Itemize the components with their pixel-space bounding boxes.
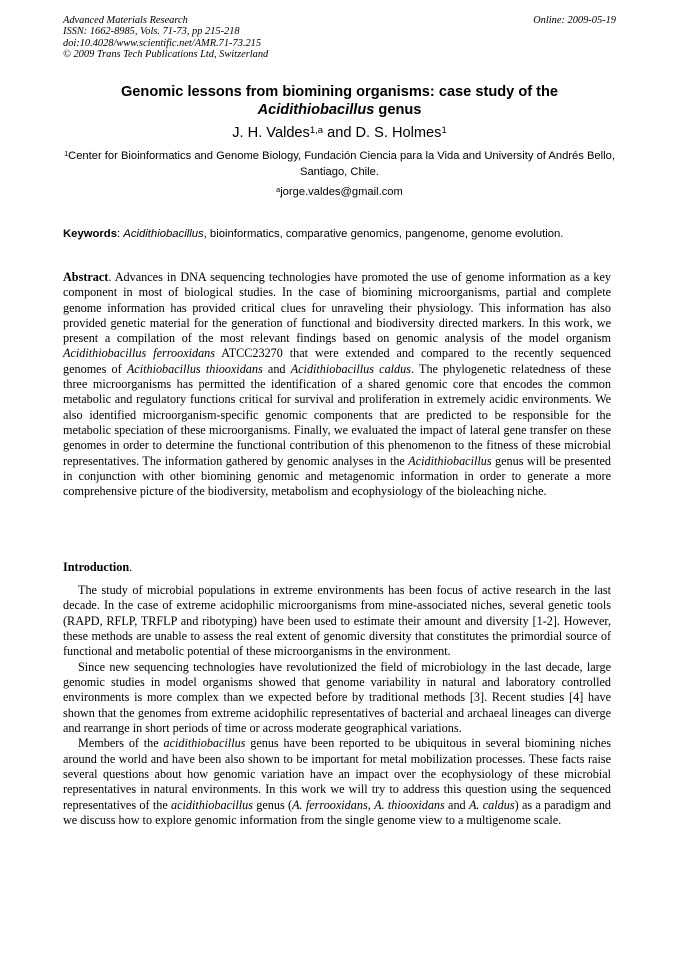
- abstract-species-3: Acidithiobacillus caldus: [290, 361, 411, 376]
- title-genus-suffix: genus: [374, 102, 422, 118]
- online-date: Online: 2009-05-19: [533, 15, 616, 26]
- abstract-species-4: Acidithiobacillus: [408, 453, 492, 468]
- introduction-heading-punct: .: [129, 560, 133, 574]
- email-address: jorge.valdes@gmail.com: [280, 186, 403, 198]
- keywords-rest: , bioinformatics, comparative genomics, pangenome, genome evolution.: [203, 228, 564, 240]
- affiliation: [63, 149, 616, 180]
- title-genus: Acidithiobacillus: [257, 102, 375, 118]
- author-holmes-affiliation: 1: [441, 124, 447, 136]
- intro-p3-text-c: genus (: [252, 797, 293, 812]
- keywords-section: [63, 227, 611, 241]
- affiliation-text: Center for Bioinformatics and Genome Biology, Fundación Ciencia para la Vida and University of Andrés Bello, Santiago, Chile.: [68, 150, 615, 178]
- email-marker: a: [276, 184, 281, 194]
- abstract-section: [63, 270, 611, 499]
- introduction-heading: [63, 560, 132, 575]
- affiliation-marker: 1: [64, 148, 69, 158]
- abstract-label: Abstract: [63, 270, 109, 284]
- introduction-heading-text: Introduction: [63, 560, 130, 574]
- keywords-label: Keywords: [63, 228, 117, 240]
- abstract-text-4: . The phylogenetic relatedness of these three microorganisms has permitted the identification of a shared genomic core that encodes the common metabolic and regulatory functions critical for survival and proliferation in extremely acidic environments. We also identified microorganism-specific genomic components that are predicted to be responsible for the metabolic speciation of these microorganisms. Finally, we evaluated the impact of lateral gene transfer on these genomes in order to determine the functional contribution of this phenomenon to the fitness of these microbial representatives. The information gathered by genomic analyses in the: [63, 361, 611, 468]
- abstract-species-2: Acithiobacillus thiooxidans: [126, 361, 263, 376]
- intro-p3-text-f: ) as a paradigm and we discuss how to explore genomic information from the single genome view to a multigenome scale.: [63, 797, 612, 828]
- title-line-1: Genomic lessons from biomining organisms: case study of the: [120, 84, 559, 100]
- abstract-text-5: genus will be presented in conjunction with other biomining genomic and metagenomic information in order to generate a more comprehensive picture of the biodiversity, metabolism and ecophysiology of the bioleaching niche.: [63, 453, 612, 499]
- journal-name: Advanced Materials Research: [63, 15, 188, 26]
- author-list: [63, 124, 616, 142]
- abstract-text-1: . Advances in DNA sequencing technologies have promoted the use of genome information as a key component in most of biological studies. In the case of biomining microorganisms, partial and complete genome information has provided critical clues for unraveling their physiology. This information has also provided genetic material for the generation of functional and biodiversity directed markers. In this work, we present a compilation of the most relevant findings based on genomic analysis of the model organism: [63, 270, 611, 346]
- intro-p3-text-d: ,: [367, 797, 375, 812]
- abstract-text-2: ATCC23270 that were extended and compared to the recently sequenced genomes of: [63, 346, 611, 376]
- author-valdes: J. H. Valdes: [232, 125, 310, 141]
- issn-line: ISSN: 1662-8985, Vols. 71-73, pp 215-218: [63, 26, 240, 38]
- journal-header: [63, 15, 616, 61]
- intro-p3-genus-2: acidithiobacillus: [171, 797, 253, 812]
- intro-paragraph-3: [63, 736, 611, 828]
- abstract-text-3: and: [262, 361, 291, 376]
- intro-p3-species-3: A. caldus: [468, 797, 515, 812]
- introduction-body: [63, 583, 611, 829]
- contact-email: [63, 185, 616, 200]
- abstract-species-1: Acidithiobacillus ferrooxidans: [63, 346, 216, 361]
- intro-p3-text-e: and: [444, 797, 469, 812]
- intro-p3-text-a: Members of the: [78, 736, 164, 751]
- author-conjunction: and: [323, 125, 356, 141]
- copyright-line: © 2009 Trans Tech Publications Ltd, Switzerland: [63, 49, 269, 61]
- intro-p3-species-1: A. ferrooxidans: [292, 797, 368, 812]
- author-holmes: D. S. Holmes: [355, 125, 442, 141]
- doi-line: doi:10.4028/www.scientific.net/AMR.71-73.215: [63, 37, 262, 49]
- intro-paragraph-1: The study of microbial populations in extreme environments has been focus of active research in the last decade. In the case of extreme acidophilic microorganisms from mine-associated niches, several genetic tools (RAPD, RFLP, TRFLP and ribotyping) have been used to estimate their amount and diversity [1-2]. However, these methods are unable to assess the real extent of genomic diversity that constitutes the primordial source of functional and metabolic potential of these microorganisms in the environment.: [63, 583, 611, 659]
- paper-title: [63, 83, 616, 119]
- keywords-separator: :: [117, 228, 124, 240]
- author-valdes-affiliation: 1,a: [309, 124, 324, 136]
- intro-p3-species-2: A. thiooxidans: [374, 797, 445, 812]
- title-line-2: [63, 101, 616, 119]
- intro-paragraph-2: Since new sequencing technologies have revolutionized the field of microbiology in the last decade, large genomic studies in model organisms showed that genome variability in natural and laboratory controlled environments is more complex than we expected before by traditional methods [3]. Recent studies [4] have shown that the genomes from extreme acidophilic representatives of bacterial and archaeal lineages can diverge and rearrange in short periods of time or across moderate geographical variations.: [63, 659, 611, 736]
- keyword-genus: Acidithiobacillus: [123, 228, 204, 240]
- intro-p3-genus: acidithiobacillus: [163, 736, 246, 751]
- intro-p3-text-b: genus have been reported to be ubiquitous in several biomining niches around the world and have been also shown to be important for metal mobilization processes. These facts raise several questions about how genomic variation have an impact over the ecophysiology of these microbial representatives in natural environments. In this work we will try to address this question using the sequenced representatives of the: [63, 736, 612, 812]
